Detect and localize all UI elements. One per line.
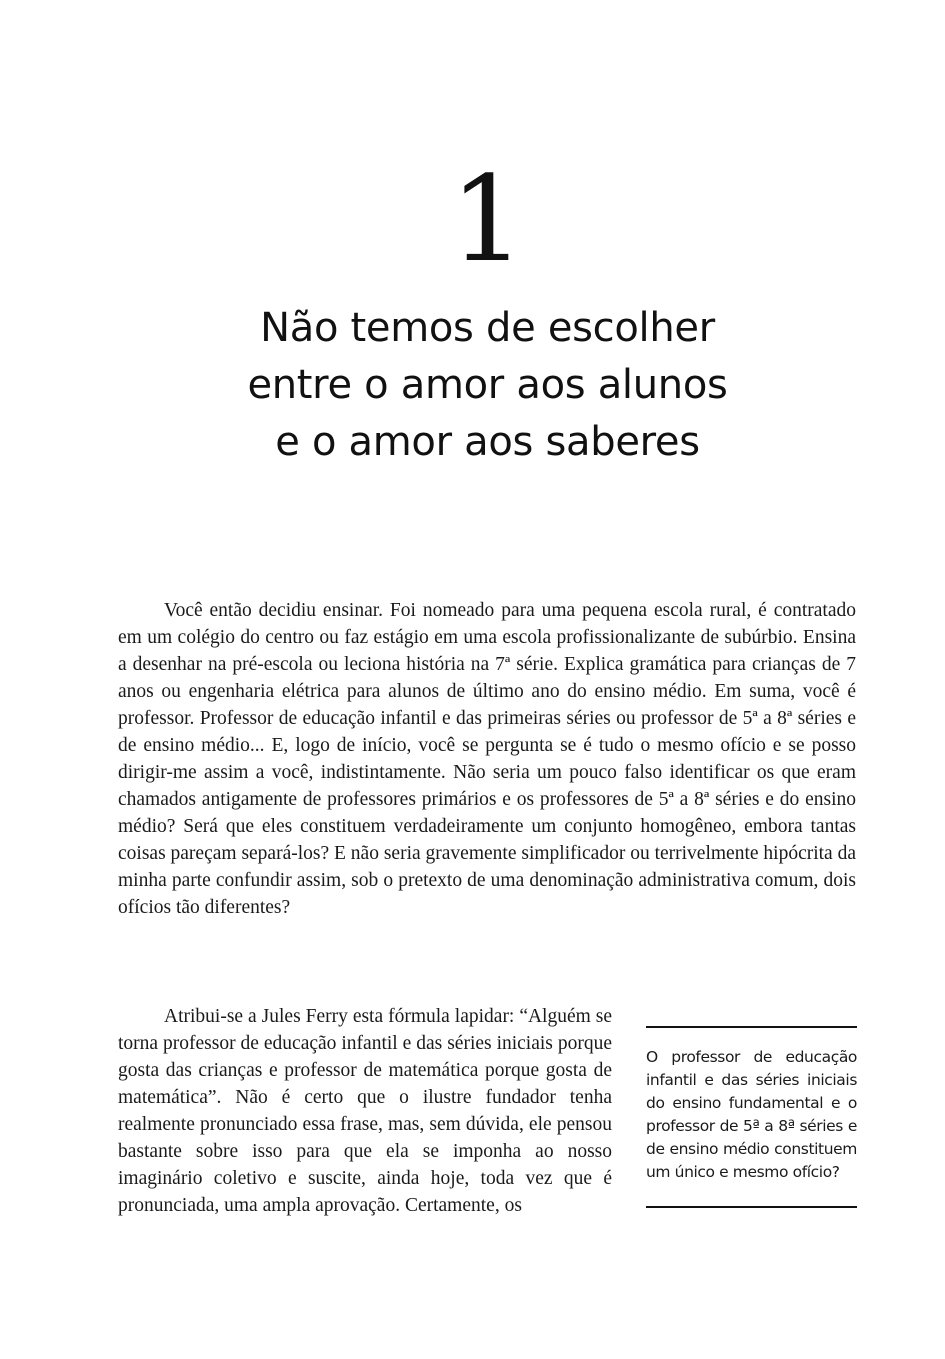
margin-note bbox=[646, 1026, 857, 1208]
body-text bbox=[118, 597, 856, 921]
chapter-number: 1 bbox=[449, 150, 526, 288]
margin-note-bottom-rule bbox=[646, 1206, 857, 1208]
chapter-title-line: e o amor aos saberes bbox=[275, 419, 700, 465]
chapter-title bbox=[0, 300, 945, 471]
body-paragraph: Você então decidiu ensinar. Foi nomeado para uma pequena escola rural, é contratado em um colégio do centro ou faz estágio em uma escola profissionalizante de subúrbio. Ensina a desenhar na pré-escola ou leciona história na 7ª série. Explica gramática para crianças de 7 anos ou engenharia elétrica para alunos de último ano do ensino médio. Em suma, você é professor. Professor de educação infantil e das primeiras séries ou professor de 5ª a 8ª séries e de ensino médio... E, logo de início, você se pergunta se é tudo o mesmo ofício e se posso dirigir-me assim a você, indistintamente. Não seria um pouco falso identificar os que eram chamados antigamente de professores primários e os professores de 5ª a 8ª séries e do ensino médio? Será que eles constituem verdadeiramente um conjunto homogêneo, embora tantas coisas pareçam separá-los? E não seria gravemente simplificador ou terrivelmente hipócrita da minha parte confundir assim, sob o pretexto de uma denominação administrativa comum, dois ofícios tão diferentes? bbox=[118, 600, 856, 918]
chapter-title-line: Não temos de escolher bbox=[260, 305, 715, 351]
margin-note-top-rule bbox=[646, 1026, 857, 1028]
chapter-title-line: entre o amor aos alunos bbox=[247, 362, 728, 408]
body-paragraph: Atribui-se a Jules Ferry esta fórmula lapidar: “Alguém se torna professor de educação infantil e das séries iniciais porque gosta das crianças e professor de matemática porque gosta de matemática”. Não é certo que o ilustre fundador tenha realmente pronunciado essa frase, mas, sem dúvida, ele pensou bastante sobre isso para que ela se imponha ao nosso imaginário coletivo e suscite, ainda hoje, toda vez que é pronunciada, uma ampla aprovação. Certamente, os bbox=[118, 1006, 612, 1216]
margin-note-text: O professor de educação infantil e das séries iniciais do ensino fundamental e o professor de 5ª a 8ª séries e de ensino médio constituem um único e mesmo ofício? bbox=[646, 1048, 857, 1181]
body-text-beside-note bbox=[118, 1003, 612, 1219]
